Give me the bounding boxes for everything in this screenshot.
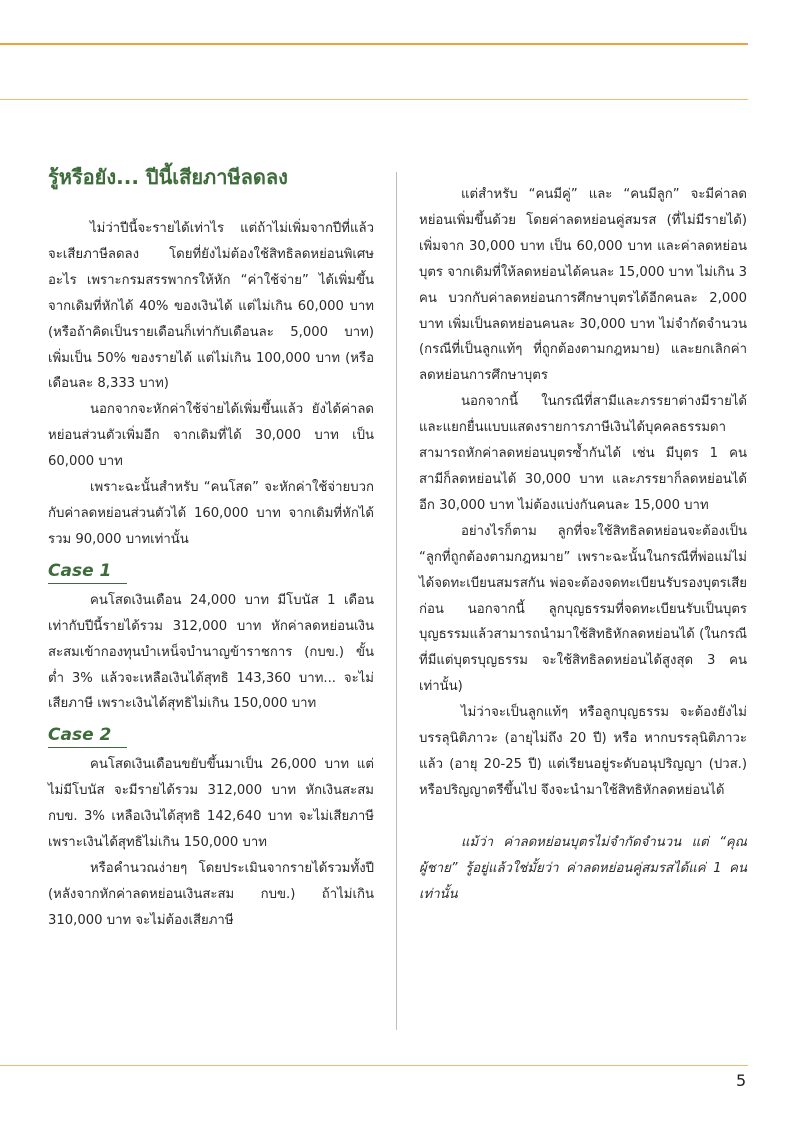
easy-calc-paragraph: หรือคำนวณง่ายๆ โดยประเมินจากรายได้รวมทั้งปี (หลังจากหักค่าลดหย่อนเงินสะสม กบข.) ถ้าไม่เกิน 310,000 บาท จะไม่ต้องเสียภาษี — [48, 860, 374, 928]
note-paragraph: แม้ว่า ค่าลดหย่อนบุตรไม่จำกัดจำนวน แต่ “คุณผู้ชาย” รู้อยู่แล้วใช่มั้ยว่า ค่าลดหย่อนคู่สมรสได้แค่ 1 คนเท่านั้น — [419, 834, 747, 902]
intro-paragraph: ไม่ว่าปีนี้จะรายได้เท่าไร แต่ถ้าไม่เพิ่มจากปีที่แล้ว จะเสียภาษีลดลง โดยที่ยังไม่ต้องใช้สิทธิลดหย่อนพิเศษอะไร เพราะกรมสรรพากรให้หัก “ค่าใช้จ่าย” ได้เพิ่มขึ้น จากเดิมที่หักได้ 40% ของเงินได้ แต่ไม่เกิน 60,000 บาท (หรือถ้าคิดเป็นรายเดือนก็เท่ากับเดือนละ 5,000 บาท) เพิ่มเป็น 50% ของรายได้ แต่ไม่เกิน 100,000 บาท (หรือเดือนละ 8,333 บาท) — [48, 221, 374, 392]
case1-heading: Case 1 — [48, 559, 127, 584]
legal-child-paragraph: อย่างไรก็ตาม ลูกที่จะใช้สิทธิลดหย่อนจะต้องเป็น “ลูกที่ถูกต้องตามกฎหมาย” เพราะฉะนั้นในกรณีที่พ่อแม่ไม่ได้จดทะเบียนสมรสกัน พ่อจะต้องจดทะเบียนรับรองบุตรเสียก่อน นอกจากนี้ ลูกบุญธรรมที่จดทะเบียนรับเป็นบุตรบุญธรรมแล้วสามารถนำมาใช้สิทธิหักลดหย่อนได้ (ในกรณีที่มีแต่บุตรบุญธรรม จะใช้สิทธิลดหย่อนได้สูงสุด 3 คนเท่านั้น) — [419, 523, 747, 695]
page-title: รู้หรือยัง... ปีนี้เสียภาษีลดลง — [48, 165, 288, 189]
age-condition-paragraph: ไม่ว่าจะเป็นลูกแท้ๆ หรือลูกบุญธรรม จะต้องยังไม่บรรลุนิติภาวะ (อายุไม่ถึง 20 ปี) หรือ หากบรรลุนิติภาวะแล้ว (อายุ 20-25 ปี) แต่เรียนอยู่ระดับอนุปริญญา (ปวส.) หรือปริญญาตรีขึ้นไป จึงจะนำมาใช้สิทธิหักลดหย่อนได้ — [419, 705, 747, 798]
case1-paragraph: คนโสดเงินเดือน 24,000 บาท มีโบนัส 1 เดือน เท่ากับปีนี้รายได้รวม 312,000 บาท หักค่าลดหย่อนเงินสะสมเข้ากองทุนบำเหน็จบำนาญข้าราชการ (กบข.) ขั้นต่ำ 3% แล้วจะเหลือเงินได้สุทธิ 143,360 บาท... จะไม่เสียภาษี เพราะเงินได้สุทธิไม่เกิน 150,000 บาท — [48, 592, 374, 712]
column-divider — [396, 172, 397, 1030]
page-number: 5 — [736, 1071, 747, 1090]
footer-rule — [0, 1065, 748, 1066]
separate-filing-paragraph: นอกจากนี้ ในกรณีที่สามีและภรรยาต่างมีรายได้ และแยกยื่นแบบแสดงรายการภาษีเงินได้บุคคลธรรมดา สามารถหักค่าลดหย่อนบุตรซ้ำกันได้ เช่น มีบุตร 1 คน สามีก็ลดหย่อนได้ 30,000 บาท และภรรยาก็ลดหย่อนได้อีก 30,000 บาท ไม่ต้องแบ่งกันคนละ 15,000 บาท — [419, 394, 747, 513]
case2-heading: Case 2 — [48, 723, 127, 748]
top-rule — [0, 43, 748, 45]
right-column — [419, 182, 747, 907]
spouse-children-paragraph: แต่สำหรับ “คนมีคู่” และ “คนมีลูก” จะมีค่าลดหย่อนเพิ่มขึ้นด้วย โดยค่าลดหย่อนคู่สมรส (ที่ไม่มีรายได้) เพิ่มจาก 30,000 บาท เป็น 60,000 บาท และค่าลดหย่อนบุตร จากเดิมที่ให้ลดหย่อนได้คนละ 15,000 บาท ไม่เกิน 3 คน บวกกับค่าลดหย่อนการศึกษาบุตรได้อีกคนละ 2,000 บาท เพิ่มเป็นลดหย่อนคนละ 30,000 บาท ไม่จำกัดจำนวน (กรณีที่เป็นลูกแท้ๆ ที่ถูกต้องตามกฎหมาย) และยกเลิกค่าลดหย่อนการศึกษาบุตร — [419, 187, 747, 384]
left-column — [48, 160, 374, 934]
case2-paragraph: คนโสดเงินเดือนขยับขึ้นมาเป็น 26,000 บาท แต่ไม่มีโบนัส จะมีรายได้รวม 312,000 บาท หักเงินสะสม กบข. 3% เหลือเงินได้สุทธิ 142,640 บาท จะไม่เสียภาษี เพราะเงินได้สุทธิไม่เกิน 150,000 บาท — [48, 757, 374, 851]
personal-allowance-paragraph: นอกจากจะหักค่าใช้จ่ายได้เพิ่มขึ้นแล้ว ยังได้ค่าลดหย่อนส่วนตัวเพิ่มอีก จากเดิมที่ได้ 30,000 บาท เป็น 60,000 บาท — [48, 402, 374, 470]
header-rule — [0, 99, 748, 100]
single-person-paragraph: เพราะฉะนั้นสำหรับ “คนโสด” จะหักค่าใช้จ่ายบวกกับค่าลดหย่อนส่วนตัวได้ 160,000 บาท จากเดิมที่หักได้รวม 90,000 บาทเท่านั้น — [48, 480, 374, 547]
